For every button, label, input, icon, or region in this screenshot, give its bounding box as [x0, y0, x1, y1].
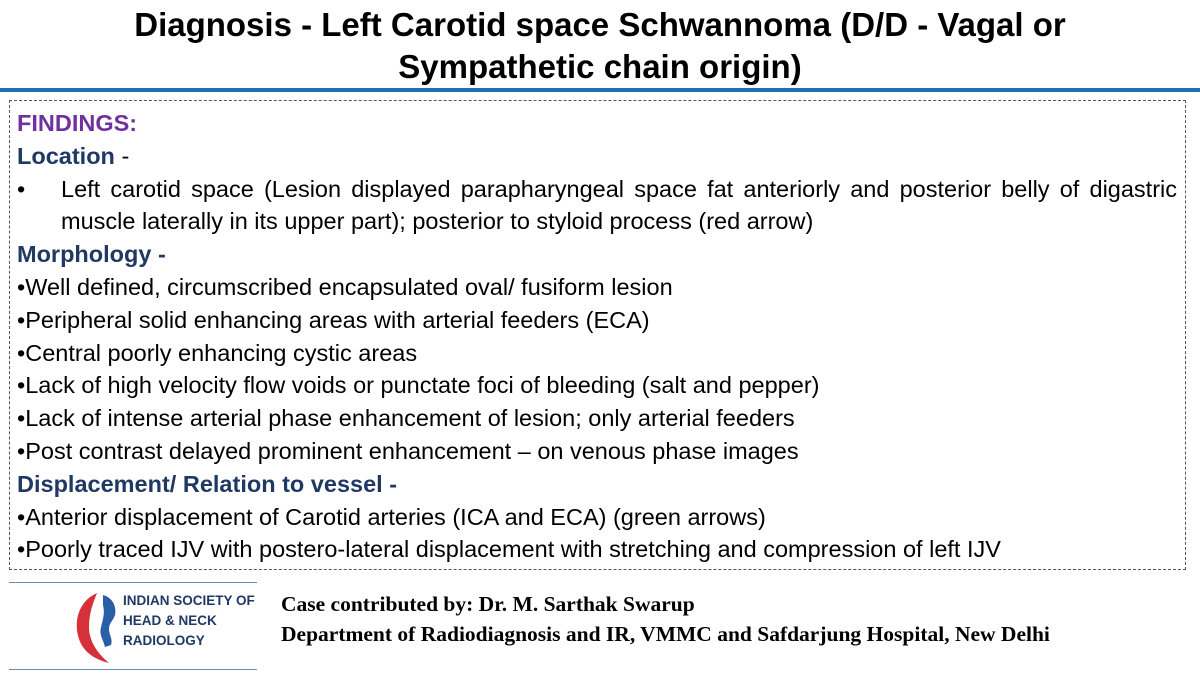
location-text: Left carotid space (Lesion displayed parapharyngeal space fat anteriorly and posterior belly of digastric muscle laterally in its upper part); posterior to styloid process (red arrow) [61, 175, 1177, 235]
displacement-heading: Displacement/ Relation to vessel - [17, 470, 398, 497]
logo-line-2: HEAD & NECK [123, 613, 217, 628]
morphology-heading: Morphology - [17, 241, 166, 268]
logo-line-3: RADIOLOGY [123, 633, 205, 648]
list-item: •Poorly traced IJV with postero-lateral displacement with stretching and compression of left IJV [17, 536, 1001, 563]
slide-title-line-1: Diagnosis - Left Carotid space Schwannoma (D/D - Vagal or [134, 6, 1066, 43]
location-heading-row [17, 140, 1177, 173]
list-item: •Lack of intense arterial phase enhancement of lesion; only arterial feeders [17, 405, 795, 432]
logo-text [123, 591, 255, 651]
list-item: •Central poorly enhancing cystic areas [17, 339, 418, 366]
location-bullet-symbol: • [17, 175, 26, 202]
findings-box [9, 100, 1186, 570]
list-item: •Peripheral solid enhancing areas with arterial feeders (ECA) [17, 306, 650, 333]
society-logo [9, 582, 257, 670]
list-item: •Well defined, circumscribed encapsulated oval/ fusiform lesion [17, 273, 673, 300]
title-divider [0, 88, 1200, 92]
findings-label: FINDINGS: [17, 110, 138, 136]
logo-line-1: INDIAN SOCIETY OF [123, 593, 255, 608]
list-item: •Post contrast delayed prominent enhancement – on venous phase images [17, 437, 799, 464]
slide-title [40, 4, 1160, 88]
location-bullet [17, 173, 1177, 239]
case-credit [281, 589, 1050, 649]
list-item: •Anterior displacement of Carotid arteries (ICA and ECA) (green arrows) [17, 503, 766, 530]
location-heading: Location [17, 142, 115, 169]
head-neck-logo-icon [69, 587, 129, 665]
credit-line-1: Case contributed by: Dr. M. Sarthak Swarup [281, 592, 695, 616]
slide-title-line-2: Sympathetic chain origin) [398, 48, 802, 85]
location-dash: - [114, 142, 130, 169]
list-item: •Lack of high velocity flow voids or punctate foci of bleeding (salt and pepper) [17, 372, 820, 399]
credit-line-2: Department of Radiodiagnosis and IR, VMMC and Safdarjung Hospital, New Delhi [281, 622, 1050, 646]
